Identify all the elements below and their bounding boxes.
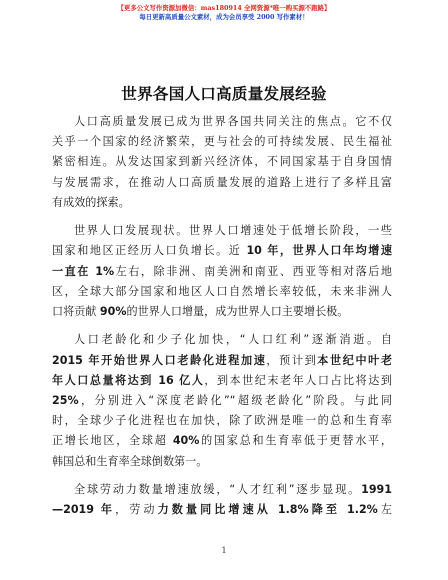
promo-banner-line-2: 每日更新高质量公文素材，成为会员享受 2000 写作素材！ xyxy=(139,13,309,21)
text-line xyxy=(52,371,392,391)
document-title: 世界各国人口高质量发展经验 xyxy=(121,85,327,103)
bold-text-run: 40% xyxy=(172,434,200,448)
page-number: 1 xyxy=(221,546,227,555)
bold-text-run: 本世纪中叶老 xyxy=(317,353,392,367)
text-run: 的国家总和生育率低于更替水平， xyxy=(199,434,392,448)
text-run: 国家和地区正经历人口负增长。近 xyxy=(52,244,247,258)
text-run: 左右，除非洲、南美洲和南亚、西亚等相对落后地 xyxy=(114,264,392,278)
bold-text-run: —2019 年 xyxy=(52,503,116,517)
paragraph-3 xyxy=(52,330,392,471)
paragraph-1 xyxy=(52,112,392,213)
bold-text-run: 力数量同比增速从 xyxy=(157,503,278,517)
bold-text-run: 1.8% xyxy=(277,503,309,517)
bold-text-run: 2015 年开始世界人口老龄化进程加速 xyxy=(52,353,267,367)
text-line xyxy=(52,431,392,451)
text-line xyxy=(52,351,392,371)
text-line xyxy=(52,480,392,500)
text-line xyxy=(52,500,392,520)
text-run: 的世界人口增量，成为世界人口主要增长极。 xyxy=(126,305,349,319)
text-line: 韩国总和生育率全球倒数第一。 xyxy=(52,454,208,468)
text-run: ，到本世纪末老年人口占比将达到 xyxy=(204,373,392,387)
text-run: 正增长地区，全球超 xyxy=(52,434,173,448)
promo-banner-line-1: 【更多公文写作资源加微信：mas180914 全网资源*唯一购买源不跑路】 xyxy=(117,4,331,12)
text-line xyxy=(52,262,392,282)
bold-text-run: 降至 xyxy=(308,503,348,517)
text-line: 人口高质量发展已成为世界各国共同关注的焦点。它不仅 xyxy=(74,115,392,128)
text-line: 区，全球大部分国家和地区人口自然增长率较低，未来非洲人 xyxy=(52,284,392,298)
bold-text-run: 1.2% xyxy=(347,503,378,517)
paragraph-4 xyxy=(52,480,392,520)
text-run: ，分别进入“深度老龄化”“超级老龄化”阶段。与此同 xyxy=(78,394,392,408)
text-line xyxy=(52,241,392,261)
text-line: 人口老龄化和少子化加快，“人口红利”逐渐消逝。自 xyxy=(74,333,392,347)
bold-text-run: 1% xyxy=(95,264,115,278)
bold-text-run: 年人口总量将达到 xyxy=(52,373,159,387)
bold-text-run: 16 亿人 xyxy=(158,373,205,387)
bold-text-run: 25% xyxy=(52,394,79,408)
text-run: 口将贡献 xyxy=(52,305,100,319)
text-line xyxy=(52,391,392,411)
text-line: 时，全球少子化进程也在加快，除了欧洲是唯一的总和生育率 xyxy=(52,414,392,428)
text-line: 关乎一个国家的经济繁荣，更与社会的可持续发展、民生福祉 xyxy=(52,135,392,149)
text-line xyxy=(52,302,392,322)
bold-text-run: 一直在 xyxy=(52,264,96,278)
bold-text-run: 10 年，世界人口年均增速 xyxy=(246,244,392,258)
text-line: 与发展需求，在推动人口高质量发展的道路上进行了多样且富 xyxy=(52,175,392,189)
paragraph-2 xyxy=(52,221,392,322)
text-run: ，预计到 xyxy=(266,353,318,367)
text-run: ，劳动 xyxy=(115,503,158,517)
text-run: 全球劳动力数量增速放缓，“人才红利”逐步显现。 xyxy=(74,483,362,497)
bold-text-run: 90% xyxy=(99,305,127,319)
text-line: 紧密相连。从发达国家到新兴经济体，不同国家基于自身国情 xyxy=(52,155,392,169)
promo-banner xyxy=(0,4,448,22)
document-body xyxy=(52,112,392,529)
text-run: 左 xyxy=(377,503,392,517)
text-line: 有成效的探索。 xyxy=(52,195,130,209)
text-line: 世界人口发展现状。世界人口增速处于低增长阶段，一些 xyxy=(74,224,392,238)
bold-text-run: 1991 xyxy=(361,483,392,497)
